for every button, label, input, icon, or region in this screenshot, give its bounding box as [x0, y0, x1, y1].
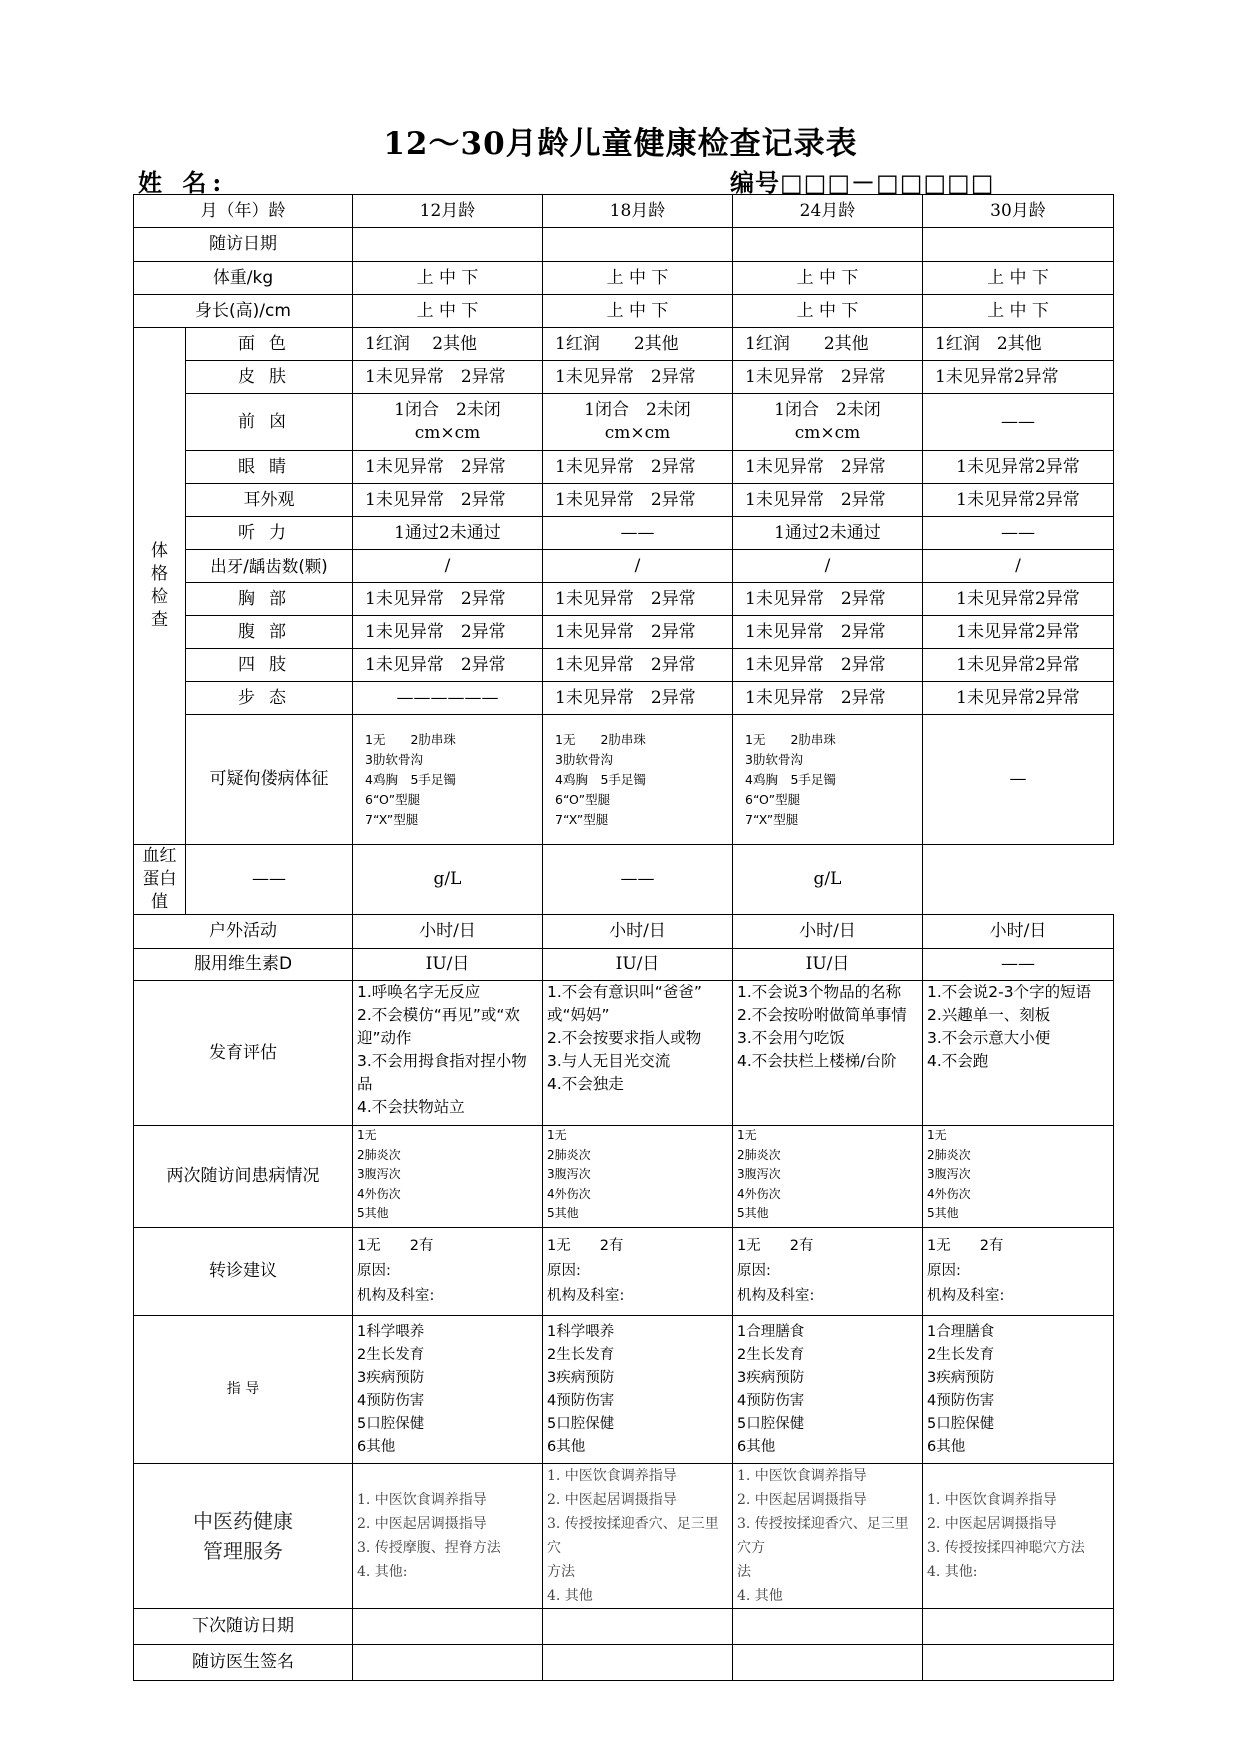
- referral-row: [134, 1228, 1114, 1316]
- weight-label: 体重/kg: [134, 262, 353, 295]
- rickets-options[interactable]: 1无 2肋串珠 3肋软骨沟 4鸡胸 5手足镯 6“O”型腿 7“X”型腿: [543, 715, 733, 845]
- hemoglobin-label: 血红蛋白值: [134, 845, 186, 915]
- gait-value[interactable]: 1未见异常 2异常: [543, 682, 733, 715]
- gait-value[interactable]: ——————: [353, 682, 543, 715]
- hearing-value[interactable]: ——: [923, 517, 1114, 550]
- hearing-row: [134, 517, 1114, 550]
- development-items[interactable]: 1.不会说2-3个字的短语 2.兴趣单一、刻板 3.不会示意大小便 4.不会跑: [923, 981, 1114, 1126]
- hemoglobin-value[interactable]: ——: [186, 845, 353, 915]
- age-header: 月（年）龄: [134, 195, 353, 228]
- limbs-value[interactable]: 1未见异常 2异常: [543, 649, 733, 682]
- limbs-value[interactable]: 1未见异常 2异常: [353, 649, 543, 682]
- vitamin-d-value[interactable]: IU/日: [543, 949, 733, 981]
- fontanel-value[interactable]: 1闭合 2未闭 cm×cm: [733, 394, 923, 451]
- height-value[interactable]: 上 中 下: [353, 295, 543, 328]
- rickets-row: [134, 715, 1114, 845]
- tcm-options[interactable]: 1. 中医饮食调养指导 2. 中医起居调摄指导 3. 传授摩腹、捏脊方法 4. 其他:: [353, 1464, 543, 1609]
- hemoglobin-value[interactable]: g/L: [353, 845, 543, 915]
- hearing-label: 听力: [186, 517, 353, 550]
- hearing-value[interactable]: 1通过2未通过: [353, 517, 543, 550]
- tcm-label: 中医药健康 管理服务: [134, 1464, 353, 1609]
- face-value[interactable]: 1红润 2其他: [733, 328, 923, 361]
- skin-value[interactable]: 1未见异常 2异常: [543, 361, 733, 394]
- skin-label: 皮肤: [186, 361, 353, 394]
- teeth-value[interactable]: /: [923, 550, 1114, 583]
- hearing-value[interactable]: ——: [543, 517, 733, 550]
- abdomen-value[interactable]: 1未见异常 2异常: [733, 616, 923, 649]
- chest-value[interactable]: 1未见异常 2异常: [543, 583, 733, 616]
- skin-value[interactable]: 1未见异常2异常: [923, 361, 1114, 394]
- header-row: [134, 195, 1114, 228]
- illness-options[interactable]: 1无 2肺炎次 3腹泻次 4外伤次 5其他: [543, 1126, 733, 1228]
- ears-value[interactable]: 1未见异常2异常: [923, 484, 1114, 517]
- visit-date-field[interactable]: [353, 228, 543, 262]
- referral-options[interactable]: 1无 2有 原因: 机构及科室:: [733, 1228, 923, 1316]
- abdomen-value[interactable]: 1未见异常 2异常: [543, 616, 733, 649]
- ears-value[interactable]: 1未见异常 2异常: [733, 484, 923, 517]
- outdoor-value[interactable]: 小时/日: [733, 915, 923, 949]
- guidance-row: [134, 1316, 1114, 1464]
- referral-options[interactable]: 1无 2有 原因: 机构及科室:: [923, 1228, 1114, 1316]
- teeth-value[interactable]: /: [543, 550, 733, 583]
- eyes-label: 眼睛: [186, 451, 353, 484]
- doctor-sign-field[interactable]: [733, 1645, 923, 1681]
- face-value[interactable]: 1红润 2其他: [353, 328, 543, 361]
- abdomen-value[interactable]: 1未见异常 2异常: [353, 616, 543, 649]
- ears-row: [134, 484, 1114, 517]
- tcm-options[interactable]: 1. 中医饮食调养指导 2. 中医起居调摄指导 3. 传授按揉四神聪穴方法 4. 其他:: [923, 1464, 1114, 1609]
- abdomen-value[interactable]: 1未见异常2异常: [923, 616, 1114, 649]
- next-visit-label: 下次随访日期: [134, 1609, 353, 1645]
- limbs-row: [134, 649, 1114, 682]
- vitamin-d-label: 服用维生素D: [134, 949, 353, 981]
- eyes-row: [134, 451, 1114, 484]
- outdoor-value[interactable]: 小时/日: [923, 915, 1114, 949]
- eyes-value[interactable]: 1未见异常 2异常: [543, 451, 733, 484]
- doctor-sign-field[interactable]: [353, 1645, 543, 1681]
- weight-value[interactable]: 上 中 下: [543, 262, 733, 295]
- age-col-18: 18月龄: [543, 195, 733, 228]
- development-label: 发育评估: [134, 981, 353, 1126]
- eyes-value[interactable]: 1未见异常 2异常: [733, 451, 923, 484]
- weight-value[interactable]: 上 中 下: [923, 262, 1114, 295]
- chest-value[interactable]: 1未见异常 2异常: [353, 583, 543, 616]
- ears-label: 耳外观: [186, 484, 353, 517]
- physical-exam-group-label: 体 格 检 查: [134, 328, 186, 845]
- next-visit-field[interactable]: [543, 1609, 733, 1645]
- weight-value[interactable]: 上 中 下: [733, 262, 923, 295]
- fontanel-value[interactable]: 1闭合 2未闭 cm×cm: [353, 394, 543, 451]
- abdomen-label: 腹部: [186, 616, 353, 649]
- weight-row: [134, 262, 1114, 295]
- guidance-options[interactable]: 1科学喂养 2生长发育 3疾病预防 4预防伤害 5口腔保健 6其他: [543, 1316, 733, 1464]
- skin-row: [134, 361, 1114, 394]
- tcm-options[interactable]: 1. 中医饮食调养指导 2. 中医起居调摄指导 3. 传授按揉迎香穴、足三里穴 方法 4. 其他: [543, 1464, 733, 1609]
- chest-label: 胸部: [186, 583, 353, 616]
- next-visit-field[interactable]: [353, 1609, 543, 1645]
- visit-date-field[interactable]: [923, 228, 1114, 262]
- age-col-12: 12月龄: [353, 195, 543, 228]
- visit-date-label: 随访日期: [134, 228, 353, 262]
- hearing-value[interactable]: 1通过2未通过: [733, 517, 923, 550]
- guidance-label: 指 导: [134, 1316, 353, 1464]
- gait-value[interactable]: 1未见异常2异常: [923, 682, 1114, 715]
- rickets-options[interactable]: 1无 2肋串珠 3肋软骨沟 4鸡胸 5手足镯 6“O”型腿 7“X”型腿: [733, 715, 923, 845]
- outdoor-label: 户外活动: [134, 915, 353, 949]
- rickets-value[interactable]: —: [923, 715, 1114, 845]
- form-title: 12～30月龄儿童健康检查记录表: [383, 126, 858, 162]
- limbs-label: 四肢: [186, 649, 353, 682]
- referral-options[interactable]: 1无 2有 原因: 机构及科室:: [543, 1228, 733, 1316]
- visit-date-field[interactable]: [543, 228, 733, 262]
- face-value[interactable]: 1红润 2其他: [543, 328, 733, 361]
- gait-label: 步态: [186, 682, 353, 715]
- face-row: [134, 328, 1114, 361]
- doctor-sign-row: [134, 1645, 1114, 1681]
- teeth-value[interactable]: /: [733, 550, 923, 583]
- height-value[interactable]: 上 中 下: [923, 295, 1114, 328]
- age-col-24: 24月龄: [733, 195, 923, 228]
- ears-value[interactable]: 1未见异常 2异常: [353, 484, 543, 517]
- development-items[interactable]: 1.呼唤名字无反应 2.不会模仿“再见”或“欢 迎”动作 3.不会用拇食指对捏小物 品 4.不会扶物站立: [353, 981, 543, 1126]
- vitamin-d-row: [134, 949, 1114, 981]
- next-visit-row: [134, 1609, 1114, 1645]
- skin-value[interactable]: 1未见异常 2异常: [733, 361, 923, 394]
- outdoor-value[interactable]: 小时/日: [353, 915, 543, 949]
- height-row: [134, 295, 1114, 328]
- hemoglobin-value[interactable]: g/L: [733, 845, 923, 915]
- height-value[interactable]: 上 中 下: [543, 295, 733, 328]
- abdomen-row: [134, 616, 1114, 649]
- doctor-sign-field[interactable]: [543, 1645, 733, 1681]
- development-items[interactable]: 1.不会说3个物品的名称 2.不会按吩咐做简单事情 3.不会用勺吃饭 4.不会扶栏上楼梯/台阶: [733, 981, 923, 1126]
- vitamin-d-value[interactable]: IU/日: [733, 949, 923, 981]
- doctor-sign-label: 随访医生签名: [134, 1645, 353, 1681]
- development-row: [134, 981, 1114, 1126]
- guidance-options[interactable]: 1合理膳食 2生长发育 3疾病预防 4预防伤害 5口腔保健 6其他: [733, 1316, 923, 1464]
- skin-value[interactable]: 1未见异常 2异常: [353, 361, 543, 394]
- illness-label: 两次随访间患病情况: [134, 1126, 353, 1228]
- limbs-value[interactable]: 1未见异常 2异常: [733, 649, 923, 682]
- tcm-row: [134, 1464, 1114, 1609]
- vitamin-d-value[interactable]: ——: [923, 949, 1114, 981]
- ears-value[interactable]: 1未见异常 2异常: [543, 484, 733, 517]
- visit-date-field[interactable]: [733, 228, 923, 262]
- teeth-value[interactable]: /: [353, 550, 543, 583]
- fontanel-value[interactable]: ——: [923, 394, 1114, 451]
- chest-value[interactable]: 1未见异常 2异常: [733, 583, 923, 616]
- rickets-options[interactable]: 1无 2肋串珠 3肋软骨沟 4鸡胸 5手足镯 6“O”型腿 7“X”型腿: [353, 715, 543, 845]
- illness-options[interactable]: 1无 2肺炎次 3腹泻次 4外伤次 5其他: [733, 1126, 923, 1228]
- health-check-table: [133, 194, 1114, 1681]
- illness-row: [134, 1126, 1114, 1228]
- hemoglobin-row: [134, 845, 1114, 915]
- hemoglobin-value[interactable]: ——: [543, 845, 733, 915]
- vitamin-d-value[interactable]: IU/日: [353, 949, 543, 981]
- guidance-options[interactable]: 1科学喂养 2生长发育 3疾病预防 4预防伤害 5口腔保健 6其他: [353, 1316, 543, 1464]
- illness-options[interactable]: 1无 2肺炎次 3腹泻次 4外伤次 5其他: [923, 1126, 1114, 1228]
- weight-value[interactable]: 上 中 下: [353, 262, 543, 295]
- fontanel-value[interactable]: 1闭合 2未闭 cm×cm: [543, 394, 733, 451]
- teeth-label: 出牙/龋齿数(颗): [186, 550, 353, 583]
- eyes-value[interactable]: 1未见异常2异常: [923, 451, 1114, 484]
- eyes-value[interactable]: 1未见异常 2异常: [353, 451, 543, 484]
- face-label: 面色: [186, 328, 353, 361]
- next-visit-field[interactable]: [733, 1609, 923, 1645]
- outdoor-row: [134, 915, 1114, 949]
- referral-options[interactable]: 1无 2有 原因: 机构及科室:: [353, 1228, 543, 1316]
- chest-row: [134, 583, 1114, 616]
- gait-row: [134, 682, 1114, 715]
- fontanel-label: 前囟: [186, 394, 353, 451]
- fontanel-row: [134, 394, 1114, 451]
- visit-date-row: [134, 228, 1114, 262]
- illness-options[interactable]: 1无 2肺炎次 3腹泻次 4外伤次 5其他: [353, 1126, 543, 1228]
- height-value[interactable]: 上 中 下: [733, 295, 923, 328]
- age-col-30: 30月龄: [923, 195, 1114, 228]
- tcm-options[interactable]: 1. 中医饮食调养指导 2. 中医起居调摄指导 3. 传授按揉迎香穴、足三里穴方 法 4. 其他: [733, 1464, 923, 1609]
- guidance-options[interactable]: 1合理膳食 2生长发育 3疾病预防 4预防伤害 5口腔保健 6其他: [923, 1316, 1114, 1464]
- serial-number-label: 编号□□□－□□□□□: [730, 168, 995, 197]
- face-value[interactable]: 1红润 2其他: [923, 328, 1114, 361]
- next-visit-field[interactable]: [923, 1609, 1114, 1645]
- gait-value[interactable]: 1未见异常 2异常: [733, 682, 923, 715]
- teeth-row: [134, 550, 1114, 583]
- name-label: 姓 名:: [138, 168, 228, 197]
- chest-value[interactable]: 1未见异常2异常: [923, 583, 1114, 616]
- limbs-value[interactable]: 1未见异常2异常: [923, 649, 1114, 682]
- rickets-label: 可疑佝偻病体征: [186, 715, 353, 845]
- outdoor-value[interactable]: 小时/日: [543, 915, 733, 949]
- referral-label: 转诊建议: [134, 1228, 353, 1316]
- doctor-sign-field[interactable]: [923, 1645, 1114, 1681]
- height-label: 身长(高)/cm: [134, 295, 353, 328]
- development-items[interactable]: 1.不会有意识叫“爸爸” 或“妈妈” 2.不会按要求指人或物 3.与人无目光交流 4.不会独走: [543, 981, 733, 1126]
